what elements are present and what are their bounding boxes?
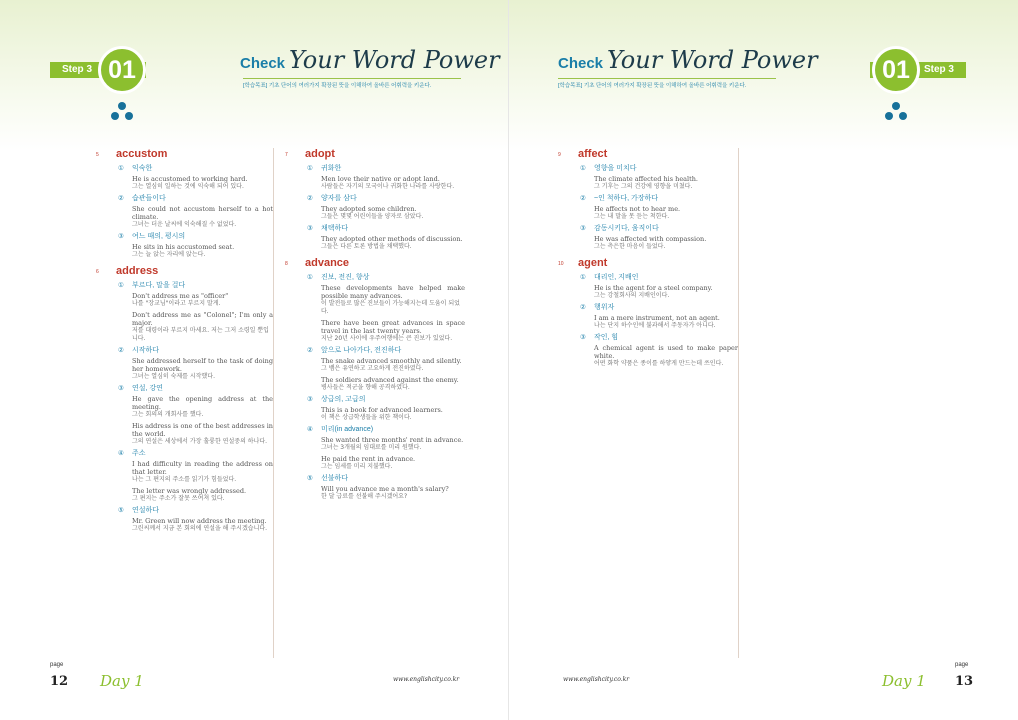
example: [132, 460, 273, 484]
example-korean: 나는 단지 하수인에 불과해서 주동자가 아니다.: [594, 322, 716, 329]
example-korean: 사람들은 자기의 모국이나 귀화한 나라를 사랑한다.: [321, 183, 455, 190]
example-english: The climate affected his health.: [594, 175, 698, 183]
example-korean: 그는 회의의 개회사를 했다.: [132, 411, 204, 418]
example-english: He is accustomed to working hard.: [132, 175, 248, 183]
sense-number: ②: [118, 347, 124, 354]
sense-item: [285, 273, 465, 343]
example-english: His address is one of the best addresses in the world.: [132, 422, 273, 438]
column-1: [96, 148, 274, 658]
sense-meaning: 영향을 미치다: [594, 165, 637, 172]
step-label-left: Step 3: [50, 62, 146, 78]
example: [321, 485, 465, 501]
step-number-right: 01: [872, 46, 920, 94]
example-korean: 그 편지는 주소가 잘못 쓰여져 있다.: [132, 495, 225, 502]
title-power: Your Word Power: [289, 46, 500, 74]
sense-meaning: 익숙한: [132, 165, 153, 172]
sense-number: ①: [307, 274, 313, 281]
example-english: Men love their native or adopt land.: [321, 175, 440, 183]
sense-item: [285, 425, 465, 471]
word-entry: [285, 148, 465, 251]
example-korean: 그들은 다른 토론 방법을 채택했다.: [321, 243, 412, 250]
sense-item: [558, 194, 738, 221]
learning-goal-right: [학습목표] 기초 단어의 여러가지 확장된 뜻을 이해하여 올바른 어휘력을 키운다.: [558, 78, 776, 89]
dots-icon-right: [883, 102, 909, 122]
word-entry: [285, 257, 465, 501]
example: [132, 422, 273, 446]
example-korean: 그녀는 열심히 숙제를 시작했다.: [132, 373, 215, 380]
sense-number: ①: [118, 282, 124, 289]
example-korean: 그린씨께서 지금 본 회의에 연설을 해 주시겠습니다.: [132, 525, 268, 532]
word-entry: [96, 265, 273, 533]
sense-meaning: 선불하다: [321, 475, 349, 482]
sense-meaning: 채택하다: [321, 225, 349, 232]
sense-meaning: 연설, 강연: [132, 385, 163, 392]
sense-number: ③: [118, 233, 124, 240]
page-number-right: 13: [955, 674, 974, 689]
example: [321, 376, 465, 392]
example: [132, 487, 273, 503]
sense-number: ②: [580, 195, 586, 202]
sense-item: [96, 449, 273, 503]
sense-meaning: 연설하다: [132, 507, 160, 514]
page-label-left: page: [50, 662, 64, 668]
sense-meaning: ~인 척하다, 가장하다: [594, 195, 659, 202]
example-korean: 그는 임세를 미리 지불했다.: [321, 463, 393, 470]
word-title: address: [116, 265, 159, 277]
site-url-left: www.englishcity.co.kr: [393, 676, 460, 683]
sense-item: [96, 346, 273, 381]
sense-item: [558, 273, 738, 300]
sense-meaning: 미리(in advance): [321, 426, 374, 433]
example-english: A chemical agent is used to make paper white.: [594, 344, 738, 360]
word-number: 8: [285, 261, 288, 267]
word-number: 9: [558, 152, 561, 158]
title-check: Check: [240, 55, 286, 72]
example: [132, 357, 273, 381]
sense-number: ①: [580, 274, 586, 281]
sense-number: ③: [307, 396, 313, 403]
sense-item: [96, 232, 273, 259]
example-english: She wanted three months' rent in advance.: [321, 436, 464, 444]
sense-item: [285, 194, 465, 221]
sense-number: ⑤: [118, 507, 124, 514]
sense-item: [96, 164, 273, 191]
word-entry: [96, 148, 273, 259]
example-korean: 그는 강철회사의 지배인이다.: [594, 292, 670, 299]
example-english: I am a mere instrument, not an agent.: [594, 314, 720, 322]
sense-item: [285, 395, 465, 422]
page-label-right: page: [955, 662, 969, 668]
sense-item: [96, 281, 273, 343]
example-english: Don't address me as "Colonel"; I'm only a major.: [132, 311, 273, 327]
example-korean: 그는 측은한 마음이 들었다.: [594, 243, 666, 250]
sense-item: [558, 333, 738, 368]
example: [132, 395, 273, 419]
sense-number: ①: [118, 165, 124, 172]
word-entry: [558, 148, 738, 251]
example-english: I had difficulty in reading the address on that letter.: [132, 460, 273, 476]
word-title: affect: [578, 148, 608, 160]
sense-item: [558, 303, 738, 330]
example: [321, 436, 465, 452]
example: [132, 175, 273, 191]
page-gutter: [508, 0, 509, 720]
sense-item: [558, 224, 738, 251]
example: [132, 243, 273, 259]
example: [594, 175, 738, 191]
example: [132, 311, 273, 343]
page-title-left: [240, 46, 500, 74]
example: [321, 406, 465, 422]
example-korean: 그녀는 3개월의 임대료를 미리 원했다.: [321, 444, 422, 451]
example-korean: 어떤 화학 약품은 종이를 하얗게 만드는데 쓰인다.: [594, 360, 724, 367]
sense-meaning: 대리인, 지배인: [594, 274, 639, 281]
dots-icon-left: [109, 102, 135, 122]
sense-meaning: 진보, 전진, 향상: [321, 274, 370, 281]
example-english: The snake advanced smoothly and silently.: [321, 357, 462, 365]
example: [594, 205, 738, 221]
example: [594, 284, 738, 300]
example: [132, 292, 273, 308]
day-label-right: Day 1: [882, 672, 926, 690]
title-power: Your Word Power: [607, 46, 818, 74]
sense-number: ①: [580, 165, 586, 172]
word-number: 10: [558, 261, 564, 267]
sense-number: ①: [307, 165, 313, 172]
example-english: Will you advance me a month's salary?: [321, 485, 449, 493]
sense-meaning: 여느 때의, 평시의: [132, 233, 186, 240]
example-english: He was affected with compassion.: [594, 235, 707, 243]
sense-item: [285, 474, 465, 501]
page-number-left: 12: [50, 674, 69, 689]
example-english: These developments have helped make possible many advances.: [321, 284, 465, 300]
sense-number: ⑤: [307, 475, 313, 482]
sense-number: ③: [307, 225, 313, 232]
example-korean: 그는 내 말을 못 듣는 척한다.: [594, 213, 670, 220]
example-english: Mr. Green will now address the meeting.: [132, 517, 267, 525]
example: [321, 284, 465, 316]
sense-number: ②: [580, 304, 586, 311]
sense-number: ③: [580, 334, 586, 341]
sense-meaning: 시작하다: [132, 347, 160, 354]
sense-item: [96, 384, 273, 446]
sense-meaning: 앞으로 나아가다, 전진하다: [321, 347, 402, 354]
example-english: This is a book for advanced learners.: [321, 406, 443, 414]
sense-number: ④: [118, 450, 124, 457]
example-korean: 나는 그 편지의 주소를 읽기가 힘들었다.: [132, 476, 237, 483]
word-title: agent: [578, 257, 608, 269]
column-3: [558, 148, 739, 658]
sense-item: [558, 164, 738, 191]
example-korean: 그들은 몇몇 어린이들을 양자로 삼았다.: [321, 213, 424, 220]
sense-meaning: 감동시키다, 움직이다: [594, 225, 659, 232]
word-number: 5: [96, 152, 99, 158]
word-title: adopt: [305, 148, 335, 160]
sense-meaning: 행위자: [594, 304, 615, 311]
sense-item: [285, 224, 465, 251]
example-korean: 지난 20년 사이에 우주여행에는 큰 진보가 있었다.: [321, 335, 453, 342]
example-english: He sits in his accustomed seat.: [132, 243, 235, 251]
step-label-right: Step 3: [870, 62, 966, 78]
example: [321, 319, 465, 343]
example-korean: 그 기후는 그의 건강에 영향을 미쳤다.: [594, 183, 693, 190]
word-title: advance: [305, 257, 350, 269]
example-english: The letter was wrongly addressed.: [132, 487, 247, 495]
sense-number: ②: [307, 195, 313, 202]
example-korean: 병사들은 적군을 향해 공격하였다.: [321, 384, 410, 391]
sense-meaning: 상급의, 고급의: [321, 396, 366, 403]
example-english: He is the agent for a steel company.: [594, 284, 713, 292]
word-title: accustom: [116, 148, 168, 160]
example-english: She could not accustom herself to a hot climate.: [132, 205, 273, 221]
sense-number: ③: [580, 225, 586, 232]
sense-number: ④: [307, 426, 313, 433]
example-english: He gave the opening address at the meeting.: [132, 395, 273, 411]
learning-goal-left: [학습목표] 기초 단어의 여러가지 확장된 뜻을 이해하여 올바른 어휘력을 키운다.: [243, 78, 461, 89]
example-korean: 그는 열심히 일하는 것에 익숙해 되어 있다.: [132, 183, 244, 190]
example: [594, 344, 738, 368]
sense-number: ②: [118, 195, 124, 202]
example: [321, 235, 465, 251]
page-title-right: [558, 46, 818, 74]
example: [132, 205, 273, 229]
header-background: [0, 0, 1018, 150]
example-korean: 그녀는 더운 날씨에 익숙해질 수 없었다.: [132, 221, 237, 228]
example-korean: 저를 대령이라 부르지 마세요. 저는 그저 소령일 뿐입니다.: [132, 327, 269, 342]
sense-meaning: 습관들이다: [132, 195, 166, 202]
example-korean: 그는 늘 앉는 자리에 앉는다.: [132, 251, 206, 258]
example: [321, 357, 465, 373]
sense-item: [285, 346, 465, 392]
example: [594, 235, 738, 251]
sense-item: [96, 506, 273, 533]
sense-item: [285, 164, 465, 191]
step-number-left: 01: [98, 46, 146, 94]
sense-meaning: 귀화한: [321, 165, 342, 172]
example-korean: 이 책은 상급학생들을 위한 책이다.: [321, 414, 412, 421]
example-english: He paid the rent in advance.: [321, 455, 416, 463]
sense-item: [96, 194, 273, 229]
example-english: The soldiers advanced against the enemy.: [321, 376, 459, 384]
word-number: 7: [285, 152, 288, 158]
example: [321, 455, 465, 471]
sense-meaning: 작인, 힘: [594, 334, 619, 341]
sense-number: ③: [118, 385, 124, 392]
word-entry: [558, 257, 738, 368]
example: [594, 314, 738, 330]
example-english: He affects not to hear me.: [594, 205, 681, 213]
example: [321, 205, 465, 221]
example: [132, 517, 273, 533]
example: [321, 175, 465, 191]
word-number: 6: [96, 269, 99, 275]
day-label-left: Day 1: [100, 672, 144, 690]
site-url-right: www.englishcity.co.kr: [563, 676, 630, 683]
example-english: They adopted other methods of discussion.: [321, 235, 463, 243]
sense-meaning: 주소: [132, 450, 146, 457]
example-english: She addressed herself to the task of doing her homework.: [132, 357, 273, 373]
example-korean: 그 뱀은 유연하고 고요하게 전진하였다.: [321, 365, 424, 372]
example-korean: 이 발전들로 많은 진보들이 가능해지는데 도움이 되었다.: [321, 300, 460, 315]
sense-meaning: 부르다, 말을 걸다: [132, 282, 186, 289]
title-check: Check: [558, 55, 604, 72]
example-english: They adopted some children.: [321, 205, 417, 213]
example-english: There have been great advances in space travel in the last twenty years.: [321, 319, 465, 335]
sense-number: ②: [307, 347, 313, 354]
column-2: [285, 148, 465, 658]
sense-meaning: 양자를 삼다: [321, 195, 357, 202]
example-korean: 한 달 급료를 선불해 주시겠어요?: [321, 493, 408, 500]
example-english: Don't address me as "officer": [132, 292, 229, 300]
example-korean: 그의 연설은 세상에서 가장 훌륭한 연설중의 하나다.: [132, 438, 268, 445]
example-korean: 나를 "장교님"이라고 부르지 말게.: [132, 300, 221, 307]
